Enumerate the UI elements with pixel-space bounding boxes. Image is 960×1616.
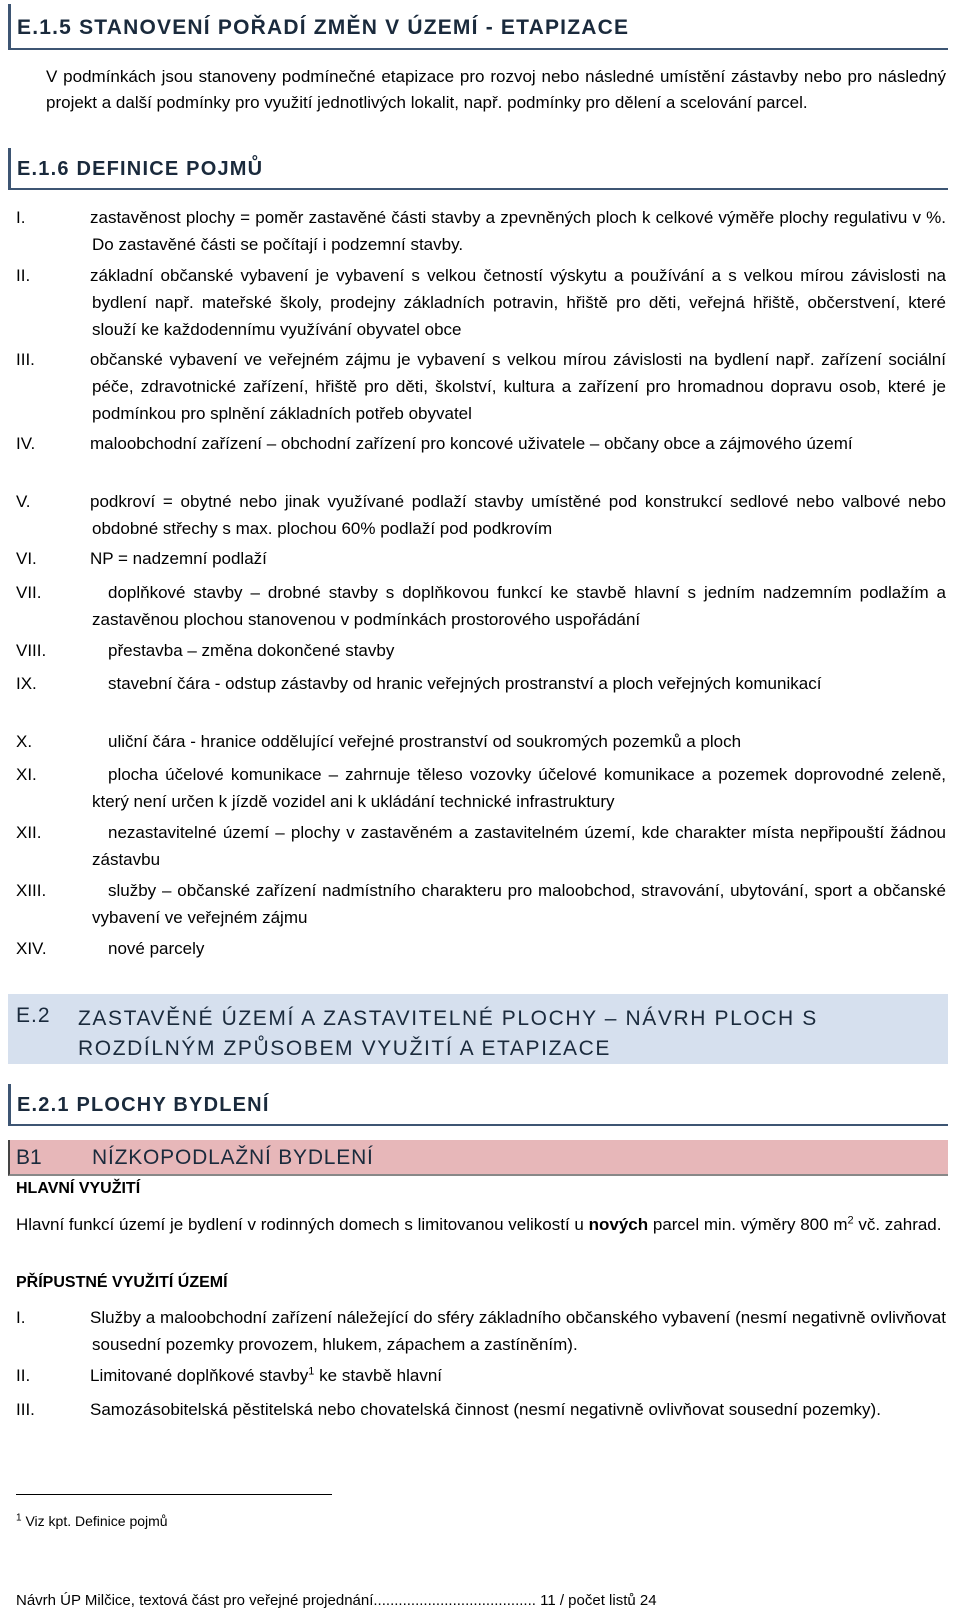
definition-item: I. zastavěnost plochy = poměr zastavěné části stavby a zpevněných ploch k celkové výměře plochy regulativu v %. Do zastavěné části se počítají i podzemní stavby. [16, 208, 946, 254]
section-heading-e15 [8, 4, 948, 50]
main-use-paragraph: Hlavní funkcí území je bydlení v rodinných domech s limitovanou velikostí u nových parcel min. výměry 800 $m^2$ vč. zahrad. [16, 1214, 942, 1234]
definition-item: VI. NP = nadzemní podlaží [16, 549, 267, 568]
allowed-use-item: II. Limitované doplňkové stavby$^1$ ke stavbě hlavní [16, 1365, 442, 1385]
section-title: E.2.1 PLOCHY BYDLENÍ [17, 1094, 270, 1116]
section-title: NÍZKOPODLAŽNÍ BYDLENÍ [92, 1146, 374, 1169]
definition-item: IV. maloobchodní zařízení – obchodní zařízení pro koncové uživatele – občany obce a zájmového území [16, 434, 853, 453]
definition-item: V. podkroví = obytné nebo jinak využívané podlaží stavby umístěné pod konstrukcí sedlové nebo valbové nebo obdobné střechy s max. plochou 60% podlaží pod podkrovím [16, 492, 946, 538]
definition-item: VII. doplňkové stavby – drobné stavby s doplňkovou funkcí ke stavbě hlavní s jedním nadzemním podlažím a zastavěnou plochou stanovenou v podmínkách prostorového uspořádání [16, 583, 946, 629]
allowed-use-item: I. Služby a maloobchodní zařízení náležející do sféry základního občanského vybavení (nesmí negativně ovlivňovat sousední pozemky provozem, hlukem, zápachem a zastíněním). [16, 1308, 946, 1354]
section-title: ZASTAVĚNÉ ÚZEMÍ A ZASTAVITELNÉ PLOCHY – NÁVRH PLOCH S ROZDÍLNÝM ZPŮSOBEM VYUŽITÍ A ETAPIZACE [78, 1007, 818, 1060]
section-title: E.1.5 STANOVENÍ POŘADÍ ZMĚN V ÚZEMÍ - ETAPIZACE [17, 16, 630, 39]
definition-item: VIII. přestavba – změna dokončené stavby [16, 641, 395, 660]
allowed-use-heading: PŘÍPUSTNÉ VYUŽITÍ ÚZEMÍ [16, 1274, 228, 1291]
section-title: E.1.6 DEFINICE POJMŮ [17, 158, 264, 180]
page-footer: Návrh ÚP Milčice, textová část pro veřejné projednání....................................... 11 / počet listů 24 [16, 1592, 657, 1609]
footnote-separator [16, 1494, 332, 1495]
section-heading-b1 [8, 1140, 948, 1176]
intro-paragraph: V podmínkách jsou stanoveny podmínečné etapizace pro rozvoj nebo následné umístění zástavby nebo pro následný projekt a další podmínky pro využití jednotlivých lokalit, např. podmínky pro dělení a scelování parcel. [46, 67, 946, 112]
footnote-ref: 1 [308, 1365, 315, 1378]
allowed-use-item: III. Samozásobitelská pěstitelská nebo chovatelská činnost (nesmí negativně ovlivňovat sousední pozemky). [16, 1400, 881, 1419]
definition-item: IX. stavební čára - odstup zástavby od hranic veřejných prostranství a ploch veřejných komunikací [16, 674, 822, 693]
definition-item: XI. plocha účelové komunikace – zahrnuje těleso vozovky účelové komunikace a pozemek doprovodné zeleně, který není určen k jízdě vozidel ani k ukládání technické infrastruktury [16, 765, 946, 811]
definition-item: III. občanské vybavení ve veřejném zájmu je vybavení s velkou mírou závislosti na bydlení např. zařízení sociální péče, zdravotnické zařízení, hřiště pro děti, školství, kultura a zařízení pro hromadnou dopravu osob, které je podmínkou pro splnění základních potřeb obyvatel [16, 350, 946, 423]
footnote: $^1$ Viz kpt. Definice pojmů [16, 1512, 168, 1529]
section-number: E.2 [16, 1004, 51, 1027]
definition-item: X. uliční čára - hranice oddělující veřejné prostranství od soukromých pozemků a ploch [16, 732, 742, 751]
main-use-heading: HLAVNÍ VYUŽITÍ [16, 1180, 141, 1197]
definition-item: XIII. služby – občanské zařízení nadmístního charakteru pro maloobchod, stravování, ubytování, sport a občanské vybavení ve veřejném zájmu [16, 881, 946, 927]
definition-item: II. základní občanské vybavení je vybavení s velkou četností výskytu a používání a s velkou mírou závislosti na bydlení např. mateřské školy, prodejny základních potravin, hřiště pro děti, veřejná hřiště, občerstvení, které slouží ke každodennímu využívání obyvatel obce [16, 266, 946, 339]
definition-item: XII. nezastavitelné území – plochy v zastavěném a zastavitelném území, kde charakter místa nepřipouští žádnou zástavbu [16, 823, 946, 869]
section-number: B1 [16, 1146, 42, 1169]
section-heading-e21 [8, 1084, 948, 1126]
section-heading-e2 [8, 994, 948, 1064]
definition-item: XIV. nové parcely [16, 939, 205, 958]
section-heading-e16 [8, 148, 948, 190]
